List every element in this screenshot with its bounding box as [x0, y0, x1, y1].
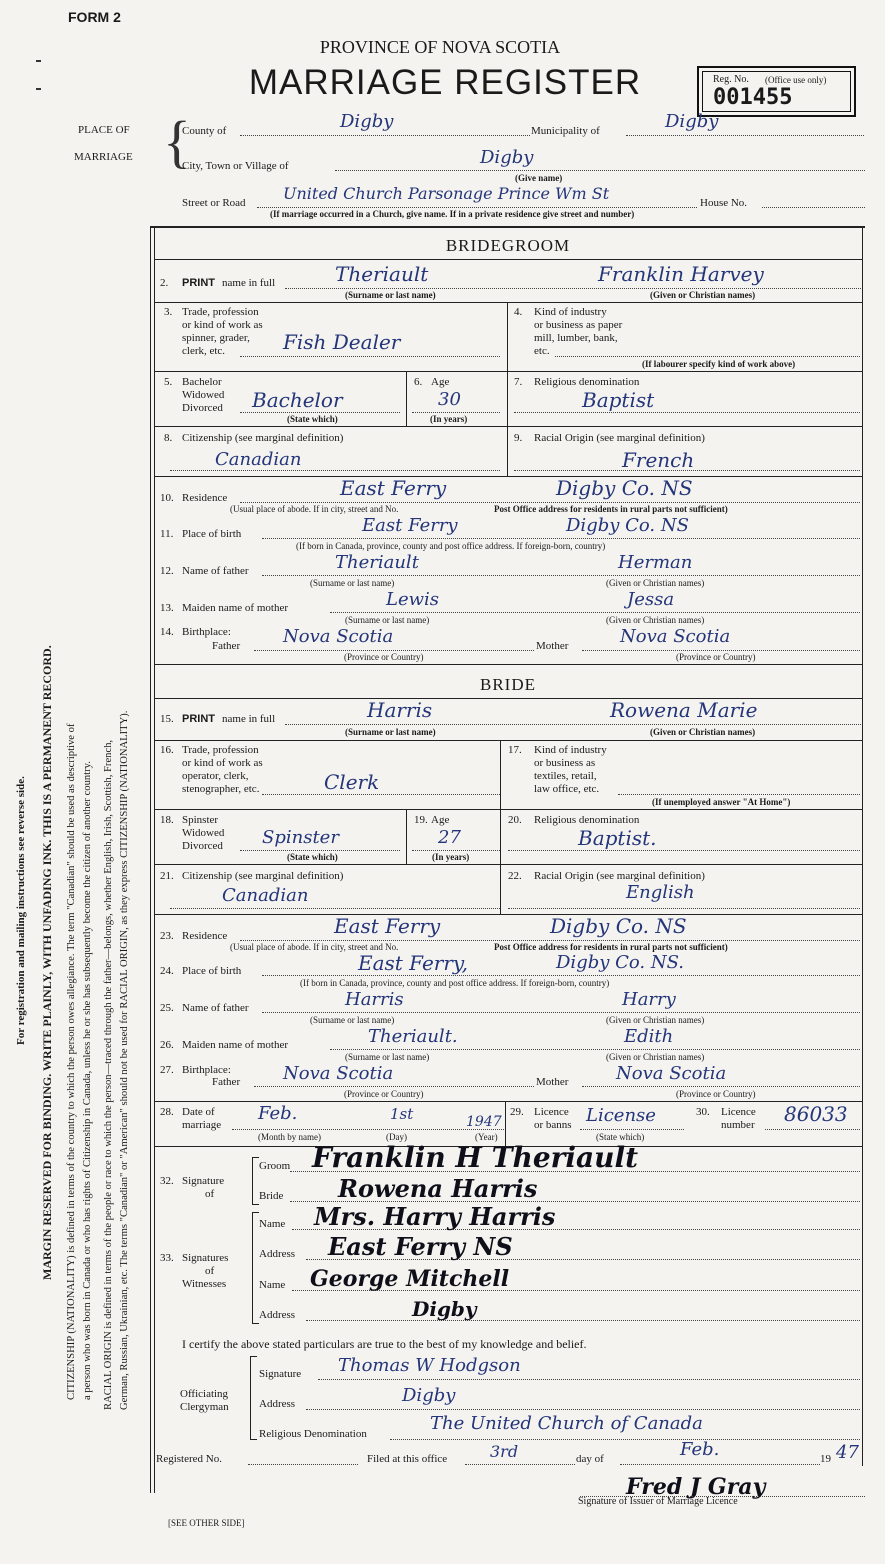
- citizenship-label: Citizenship (see marginal definition): [182, 870, 344, 882]
- witness-address-label: Address: [259, 1309, 296, 1321]
- industry-label: or business as: [534, 757, 596, 769]
- industry-label: mill, lumber, bank,: [534, 332, 618, 344]
- trade-label: clerk, etc.: [182, 345, 226, 357]
- racial-origin-label: Racial Origin (see marginal definition): [534, 870, 705, 882]
- witness-name-label: Name: [259, 1218, 286, 1230]
- field-number: 12.: [160, 565, 174, 577]
- municipality-label: Municipality of: [531, 125, 600, 137]
- given-caption: (Given or Christian names): [606, 578, 705, 588]
- residence-caption-bold: Post Office address for residents in rural parts not sufficient): [494, 942, 728, 952]
- field-number: 5.: [164, 376, 173, 388]
- marriage-year: 1947: [466, 1114, 502, 1130]
- groom-mother-given: Jessa: [627, 589, 675, 610]
- trade-label: operator, clerk,: [182, 770, 249, 782]
- province-caption: (Province or Country): [344, 1089, 424, 1099]
- field-number: 3.: [164, 306, 173, 318]
- province-caption: (Province or Country): [676, 1089, 756, 1099]
- margin-instructions: For registration and mailing instructions see reverse side.: [15, 776, 27, 1045]
- birthplace-label: Place of birth: [182, 528, 242, 540]
- county-label: County of: [182, 125, 227, 137]
- bride-citizenship: Canadian: [222, 885, 309, 906]
- margin-citizenship-def-2: a person who was born in Canada or who has rights of Citizenship in Canada, unless he or she has subsequently become the citizen of another country.: [82, 761, 93, 1400]
- field-number: 6.: [414, 376, 423, 388]
- year-caption: (Year): [475, 1132, 498, 1142]
- given-caption: (Given or Christian names): [650, 727, 756, 737]
- reg-number: 001455: [713, 85, 793, 110]
- age-label: Age: [431, 376, 450, 388]
- signature-of-label: Signature: [182, 1175, 225, 1187]
- bridegroom-heading: BRIDEGROOM: [445, 236, 571, 255]
- field-number: 15.: [160, 713, 174, 725]
- status-label: Bachelor: [182, 376, 222, 388]
- groom-father-surname: Theriault: [335, 552, 419, 573]
- parents-birthplace-label: Birthplace:: [182, 1064, 231, 1076]
- field-number: 7.: [514, 376, 523, 388]
- groom-birth-place: East Ferry: [362, 515, 458, 536]
- witness-1-address: East Ferry NS: [328, 1232, 513, 1261]
- witness-2-address: Digby: [412, 1297, 477, 1321]
- place-label-2: MARRIAGE: [74, 151, 133, 163]
- status-label: Divorced: [182, 840, 223, 852]
- filed-day: 3rd: [490, 1442, 519, 1461]
- clergy-denomination: The United Church of Canada: [430, 1413, 703, 1434]
- bride-given-names: Rowena Marie: [610, 698, 758, 722]
- field-number: 22.: [508, 870, 522, 882]
- mother-maiden-label: Maiden name of mother: [182, 1039, 288, 1051]
- day-of-label: day of: [576, 1453, 604, 1465]
- given-caption: (Given or Christian names): [606, 615, 705, 625]
- bride-birth-place: East Ferry,: [358, 951, 468, 975]
- filed-year: 47: [836, 1442, 859, 1463]
- bride-religion: Baptist.: [578, 826, 657, 850]
- age-caption: (In years): [430, 414, 468, 424]
- bride-mother-given: Edith: [624, 1026, 674, 1047]
- field-number: 27.: [160, 1064, 174, 1076]
- religion-label: Religious denomination: [534, 814, 640, 826]
- reg-number-box: [697, 66, 856, 117]
- field-number: 32.: [160, 1175, 174, 1187]
- industry-label: Kind of industry: [534, 306, 607, 318]
- bride-age: 27: [438, 827, 461, 848]
- punch-mark: [36, 88, 41, 90]
- marriage-date-label: Date of: [182, 1106, 215, 1118]
- residence-caption: (Usual place of abode. If in city, street and No.: [230, 504, 399, 514]
- province-caption: (Province or Country): [344, 652, 424, 662]
- bride-birth-county: Digby Co. NS.: [556, 952, 685, 973]
- marriage-date-label: marriage: [182, 1119, 222, 1131]
- mother-birthplace-label: Mother: [536, 640, 569, 652]
- form-label: FORM 2: [68, 9, 121, 25]
- groom-given-names: Franklin Harvey: [598, 262, 764, 286]
- surname-caption: (Surname or last name): [345, 727, 436, 737]
- field-number: 24.: [160, 965, 174, 977]
- city-value: Digby: [480, 147, 534, 168]
- citizenship-label: Citizenship (see marginal definition): [182, 432, 344, 444]
- field-number: 33.: [160, 1252, 174, 1264]
- reg-label: Reg. No.: [713, 74, 749, 85]
- bride-status: Spinster: [262, 827, 339, 848]
- licence-type-label: or banns: [534, 1119, 572, 1131]
- given-caption: (Given or Christian names): [606, 1052, 705, 1062]
- bride-residence-county: Digby Co. NS: [550, 914, 687, 938]
- city-label: City, Town or Village of: [182, 160, 289, 172]
- groom-surname: Theriault: [335, 262, 429, 286]
- house-label: House No.: [700, 197, 748, 209]
- clergy-signature: Thomas W Hodgson: [338, 1355, 521, 1376]
- field-number: 13.: [160, 602, 174, 614]
- witness-1-name: Mrs. Harry Harris: [314, 1202, 556, 1231]
- bride-name-label: name in full: [222, 713, 276, 725]
- reg-note: (Office use only): [765, 75, 827, 85]
- clergy-address: Digby: [402, 1385, 456, 1406]
- groom-age: 30: [438, 389, 461, 410]
- issuer-signature: Fred J Gray: [626, 1474, 766, 1500]
- residence-label: Residence: [182, 930, 228, 942]
- surname-caption: (Surname or last name): [310, 578, 395, 588]
- age-label: Age: [431, 814, 450, 826]
- trade-label: or kind of work as: [182, 319, 263, 331]
- trade-label: spinner, grader,: [182, 332, 250, 344]
- residence-caption: (Usual place of abode. If in city, street and No.: [230, 942, 399, 952]
- clergyman-label: Officiating: [180, 1388, 229, 1400]
- field-number: 16.: [160, 744, 174, 756]
- licence-number-label: Licence: [721, 1106, 756, 1118]
- margin-binding-notice: MARGIN RESERVED FOR BINDING. WRITE PLAINLY, WITH UNFADING INK. THIS IS A PERMANENT RECORD.: [40, 645, 54, 1280]
- father-label: Name of father: [182, 565, 249, 577]
- status-label: Widowed: [182, 827, 225, 839]
- witnesses-label: of: [205, 1265, 215, 1277]
- father-birthplace-label: Father: [212, 1076, 241, 1088]
- field-number: 8.: [164, 432, 173, 444]
- street-caption: (If marriage occurred in a Church, give name. If in a private residence give street and number): [270, 209, 635, 219]
- industry-label: etc.: [534, 345, 550, 357]
- bride-mother-surname: Theriault.: [368, 1026, 458, 1047]
- groom-mother-surname: Lewis: [386, 589, 440, 610]
- given-caption: (Given or Christian names): [606, 1015, 705, 1025]
- surname-caption: (Surname or last name): [345, 1052, 430, 1062]
- clergy-address-label: Address: [259, 1398, 296, 1410]
- groom-signature: Franklin H Theriault: [312, 1141, 639, 1174]
- trade-label: Trade, profession: [182, 744, 259, 756]
- month-caption: (Month by name): [258, 1132, 321, 1142]
- day-caption: (Day): [386, 1132, 407, 1142]
- birthplace-caption: (If born in Canada, province, county and post office address. If foreign-born, country): [296, 541, 606, 551]
- clergyman-label: Clergyman: [180, 1401, 229, 1413]
- bride-heading: BRIDE: [480, 675, 536, 694]
- licence-number-label: number: [721, 1119, 755, 1131]
- surname-caption: (Surname or last name): [310, 1015, 395, 1025]
- bride-residence-place: East Ferry: [334, 914, 441, 938]
- surname-caption: (Surname or last name): [345, 290, 436, 300]
- residence-caption-bold: Post Office address for residents in rural parts not sufficient): [494, 504, 728, 514]
- give-name-caption: (Give name): [515, 173, 563, 183]
- issuer-caption: Signature of Issuer of Marriage Licence: [578, 1496, 738, 1507]
- bride-father-surname: Harris: [345, 989, 404, 1010]
- birthplace-label: Place of birth: [182, 965, 242, 977]
- witness-2-name: George Mitchell: [310, 1266, 510, 1292]
- licence-type-label: Licence: [534, 1106, 569, 1118]
- filed-year-prefix: 19: [820, 1453, 831, 1465]
- province-caption: (Province or Country): [676, 652, 756, 662]
- field-number: 19.: [414, 814, 428, 826]
- witness-name-label: Name: [259, 1279, 286, 1291]
- signature-of-label: of: [205, 1188, 215, 1200]
- field-number: 14.: [160, 626, 174, 638]
- status-label: Divorced: [182, 402, 223, 414]
- see-other-side: [SEE OTHER SIDE]: [168, 1518, 245, 1528]
- certification-statement: I certify the above stated particulars are true to the best of my knowledge and belief.: [182, 1337, 587, 1351]
- margin-citizenship-def-1: CITIZENSHIP (NATIONALITY) is defined in terms of the country to which the person owes allegiance. The term "Canadian" should be used as descriptive of: [66, 723, 77, 1400]
- groom-name-label: name in full: [222, 277, 276, 289]
- father-label: Name of father: [182, 1002, 249, 1014]
- field-number: 20.: [508, 814, 522, 826]
- marriage-month: Feb.: [258, 1103, 298, 1124]
- clergy-signature-label: Signature: [259, 1368, 302, 1380]
- field-number: 4.: [514, 306, 523, 318]
- bride-surname: Harris: [367, 698, 433, 722]
- industry-label: law office, etc.: [534, 783, 600, 795]
- mother-maiden-label: Maiden name of mother: [182, 602, 288, 614]
- licence-type: License: [586, 1105, 656, 1126]
- witnesses-label: Signatures: [182, 1252, 229, 1264]
- field-number: 23.: [160, 930, 174, 942]
- industry-caption: (If labourer specify kind of work above): [642, 359, 796, 369]
- age-caption: (In years): [432, 852, 470, 862]
- groom-mother-birthplace: Nova Scotia: [620, 626, 731, 647]
- state-caption: (State which): [596, 1132, 645, 1142]
- bride-father-birthplace: Nova Scotia: [283, 1063, 394, 1084]
- bride-racial-origin: English: [626, 882, 695, 903]
- parents-birthplace-label: Birthplace:: [182, 626, 231, 638]
- county-value: Digby: [340, 111, 394, 132]
- witness-address-label: Address: [259, 1248, 296, 1260]
- trade-label: stenographer, etc.: [182, 783, 260, 795]
- bride-mother-birthplace: Nova Scotia: [616, 1063, 727, 1084]
- field-number: 10.: [160, 492, 174, 504]
- punch-mark: [36, 60, 41, 62]
- province-title: PROVINCE OF NOVA SCOTIA: [319, 37, 561, 57]
- field-number: 18.: [160, 814, 174, 826]
- groom-father-birthplace: Nova Scotia: [283, 626, 394, 647]
- given-caption: (Given or Christian names): [650, 290, 756, 300]
- industry-label: textiles, retail,: [534, 770, 597, 782]
- religion-label: Religious denomination: [534, 376, 640, 388]
- denomination-label: Religious Denomination: [259, 1428, 367, 1440]
- trade-label: Trade, profession: [182, 306, 259, 318]
- document-title: MARRIAGE REGISTER: [248, 63, 642, 102]
- groom-signature-label: Groom: [259, 1160, 291, 1172]
- print-label: PRINT: [182, 713, 215, 725]
- field-number: 26.: [160, 1039, 174, 1051]
- state-caption: (State which): [287, 852, 338, 862]
- margin-racial-def-2: German, Russian, Ukrainian, etc. The terms "Canadian" or "American" should not be used for RACIAL ORIGIN, as they express CITIZENSHIP (NATIONALITY).: [119, 710, 130, 1410]
- field-number: 2.: [160, 277, 169, 289]
- status-label: Widowed: [182, 389, 225, 401]
- print-label: PRINT: [182, 277, 215, 289]
- witnesses-label: Witnesses: [182, 1278, 227, 1290]
- groom-status: Bachelor: [252, 388, 343, 412]
- street-value: United Church Parsonage Prince Wm St: [283, 184, 610, 203]
- groom-trade: Fish Dealer: [283, 330, 401, 354]
- father-birthplace-label: Father: [212, 640, 241, 652]
- filed-label: Filed at this office: [367, 1453, 448, 1465]
- groom-residence-county: Digby Co. NS: [556, 476, 693, 500]
- field-number: 30.: [696, 1106, 710, 1118]
- place-label-1: PLACE OF: [78, 124, 130, 136]
- groom-father-given: Herman: [618, 552, 693, 573]
- field-number: 25.: [160, 1002, 174, 1014]
- trade-label: or kind of work as: [182, 757, 263, 769]
- bride-signature: Rowena Harris: [338, 1174, 538, 1203]
- bride-trade: Clerk: [324, 770, 380, 794]
- marriage-day: 1st: [390, 1105, 414, 1123]
- field-number: 9.: [514, 432, 523, 444]
- status-label: Spinster: [182, 814, 219, 826]
- registered-no-label: Registered No.: [156, 1453, 222, 1465]
- field-number: 28.: [160, 1106, 174, 1118]
- groom-birth-county: Digby Co. NS: [566, 515, 689, 536]
- industry-caption: (If unemployed answer "At Home"): [652, 797, 791, 807]
- industry-label: Kind of industry: [534, 744, 607, 756]
- mother-birthplace-label: Mother: [536, 1076, 569, 1088]
- state-caption: (State which): [287, 414, 338, 424]
- filed-month: Feb.: [680, 1439, 720, 1460]
- street-label: Street or Road: [182, 197, 246, 209]
- groom-residence-place: East Ferry: [340, 476, 447, 500]
- brace: {: [163, 109, 191, 174]
- birthplace-caption: (If born in Canada, province, county and post office address. If foreign-born, country): [300, 978, 610, 988]
- industry-label: or business as paper: [534, 319, 623, 331]
- surname-caption: (Surname or last name): [345, 615, 430, 625]
- field-number: 21.: [160, 870, 174, 882]
- racial-origin-label: Racial Origin (see marginal definition): [534, 432, 705, 444]
- groom-racial-origin: French: [622, 448, 695, 472]
- groom-citizenship: Canadian: [215, 449, 302, 470]
- field-number: 11.: [160, 528, 174, 540]
- field-number: 29.: [510, 1106, 524, 1118]
- groom-religion: Baptist: [582, 388, 655, 412]
- municipality-value: Digby: [665, 111, 719, 132]
- margin-racial-def-1: RACIAL ORIGIN is defined in terms of the people or race to which the person—traced through the father—belongs, whether English, Irish, Scottish, French,: [103, 739, 114, 1410]
- field-number: 17.: [508, 744, 522, 756]
- licence-number: 86033: [784, 1102, 848, 1126]
- residence-label: Residence: [182, 492, 228, 504]
- bride-signature-label: Bride: [259, 1190, 284, 1202]
- bride-father-given: Harry: [622, 989, 676, 1010]
